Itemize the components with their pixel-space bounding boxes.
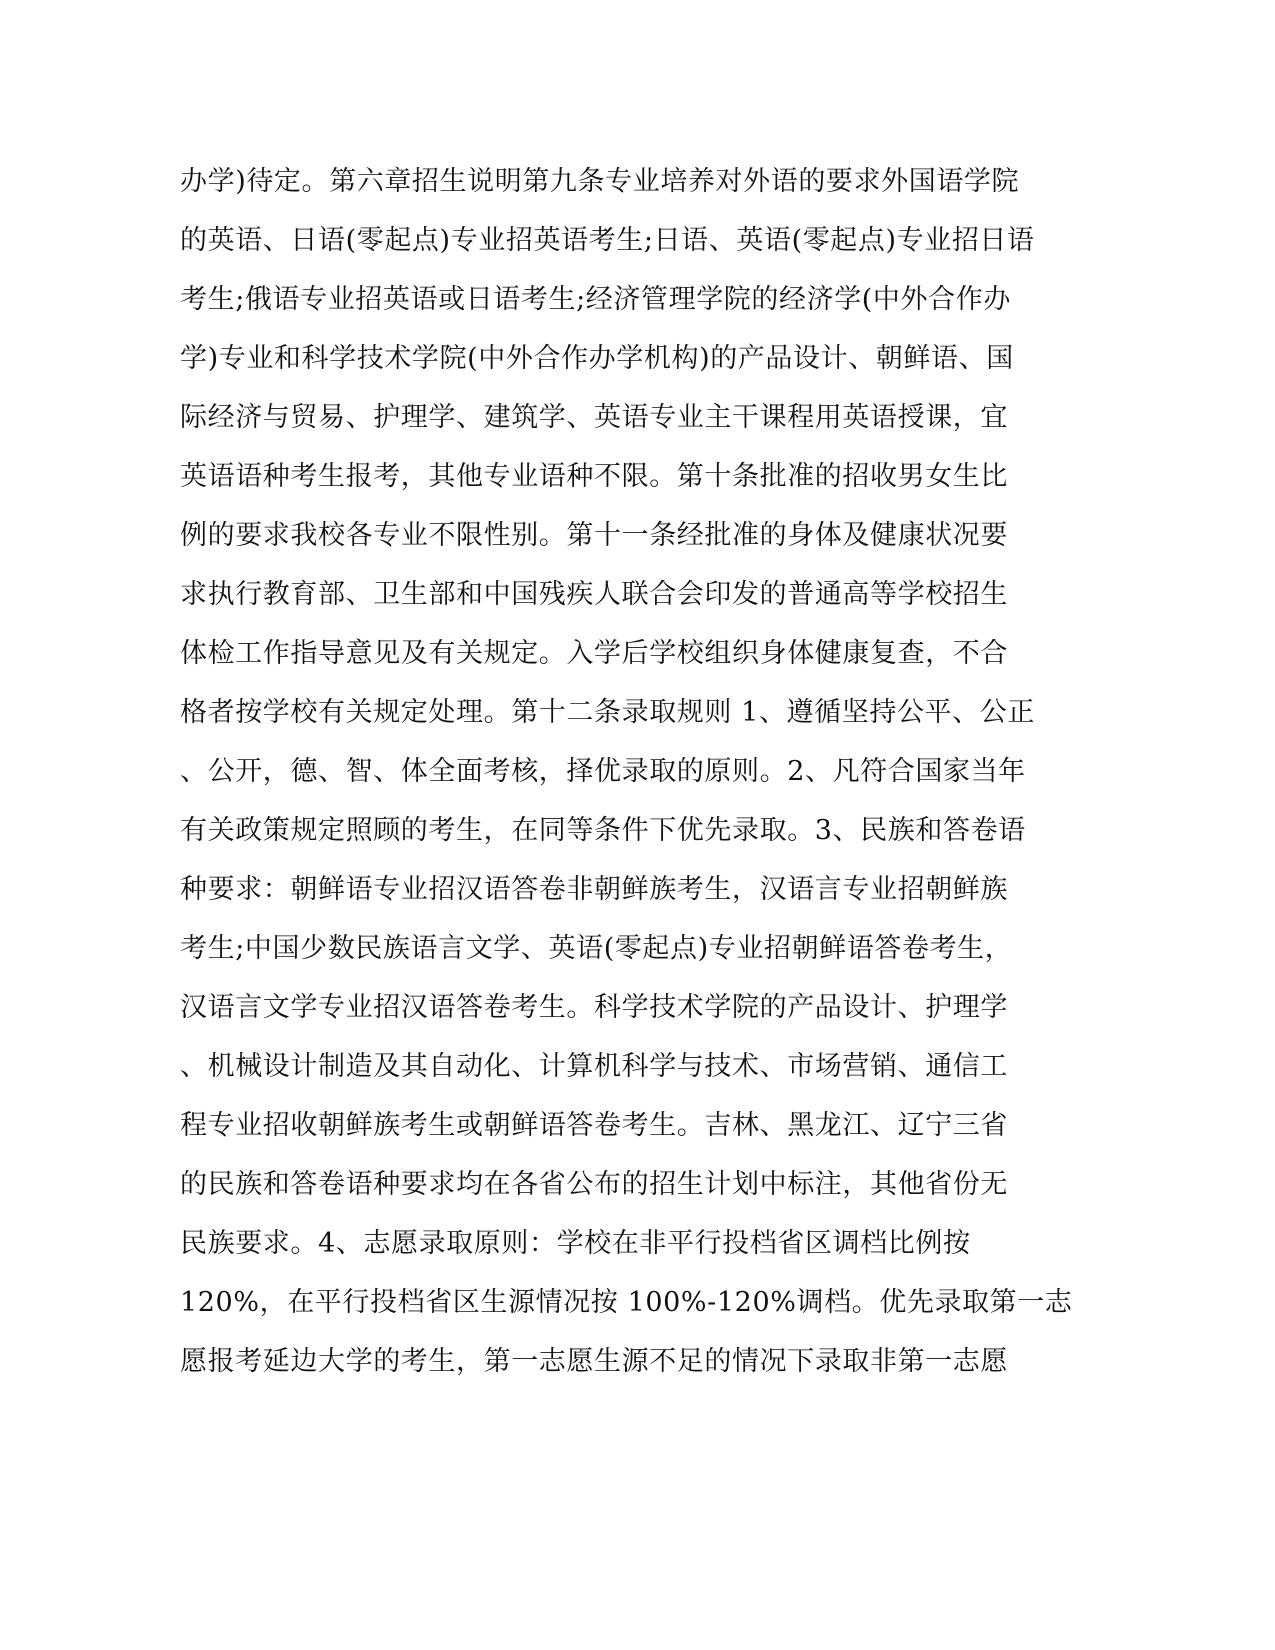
text-line: 际经济与贸易、护理学、建筑学、英语专业主干课程用英语授课，宜 xyxy=(180,402,1008,433)
text-line: 求执行教育部、卫生部和中国残疾人联合会印发的普通高等学校招生 xyxy=(180,579,1008,610)
text-line: 、机械设计制造及其自动化、计算机科学与技术、市场营销、通信工 xyxy=(180,1051,1008,1082)
text-line: 的民族和答卷语种要求均在各省公布的招生计划中标注，其他省份无 xyxy=(180,1169,1008,1200)
text-line: 考生;中国少数民族语言文学、英语(零起点)专业招朝鲜语答卷考生， xyxy=(180,933,1013,964)
text-line: 程专业招收朝鲜族考生或朝鲜语答卷考生。吉林、黑龙江、辽宁三省 xyxy=(180,1110,1008,1141)
text-line: 的英语、日语(零起点)专业招英语考生;日语、英语(零起点)专业招日语 xyxy=(180,225,1035,256)
text-line: 、公开，德、智、体全面考核，择优录取的原则。2、凡符合国家当年 xyxy=(180,756,1026,787)
text-line: 汉语言文学专业招汉语答卷考生。科学技术学院的产品设计、护理学 xyxy=(180,992,1008,1023)
text-line: 有关政策规定照顾的考生，在同等条件下优先录取。3、民族和答卷语 xyxy=(180,815,1026,846)
text-line: 考生;俄语专业招英语或日语考生;经济管理学院的经济学(中外合作办 xyxy=(180,284,1011,315)
text-line: 办学)待定。第六章招生说明第九条专业培养对外语的要求外国语学院 xyxy=(180,166,1020,197)
text-line: 英语语种考生报考，其他专业语种不限。第十条批准的招收男女生比 xyxy=(180,461,1008,492)
text-line: 种要求：朝鲜语专业招汉语答卷非朝鲜族考生，汉语言专业招朝鲜族 xyxy=(180,874,1008,905)
text-line: 120%，在平行投档省区生源情况按 100%-120%调档。优先录取第一志 xyxy=(180,1287,1073,1318)
text-line: 愿报考延边大学的考生，第一志愿生源不足的情况下录取非第一志愿 xyxy=(180,1346,1008,1377)
text-line: 学)专业和科学技术学院(中外合作办学机构)的产品设计、朝鲜语、国 xyxy=(180,343,1014,374)
text-line: 例的要求我校各专业不限性别。第十一条经批准的身体及健康状况要 xyxy=(180,520,1008,551)
text-line: 格者按学校有关规定处理。第十二条录取规则 1、遵循坚持公平、公正 xyxy=(180,697,1035,728)
text-line: 体检工作指导意见及有关规定。入学后学校组织身体健康复查，不合 xyxy=(180,638,1008,669)
text-line: 民族要求。4、志愿录取原则：学校在非平行投档省区调档比例按 xyxy=(180,1228,971,1259)
body-text xyxy=(180,162,1073,1401)
